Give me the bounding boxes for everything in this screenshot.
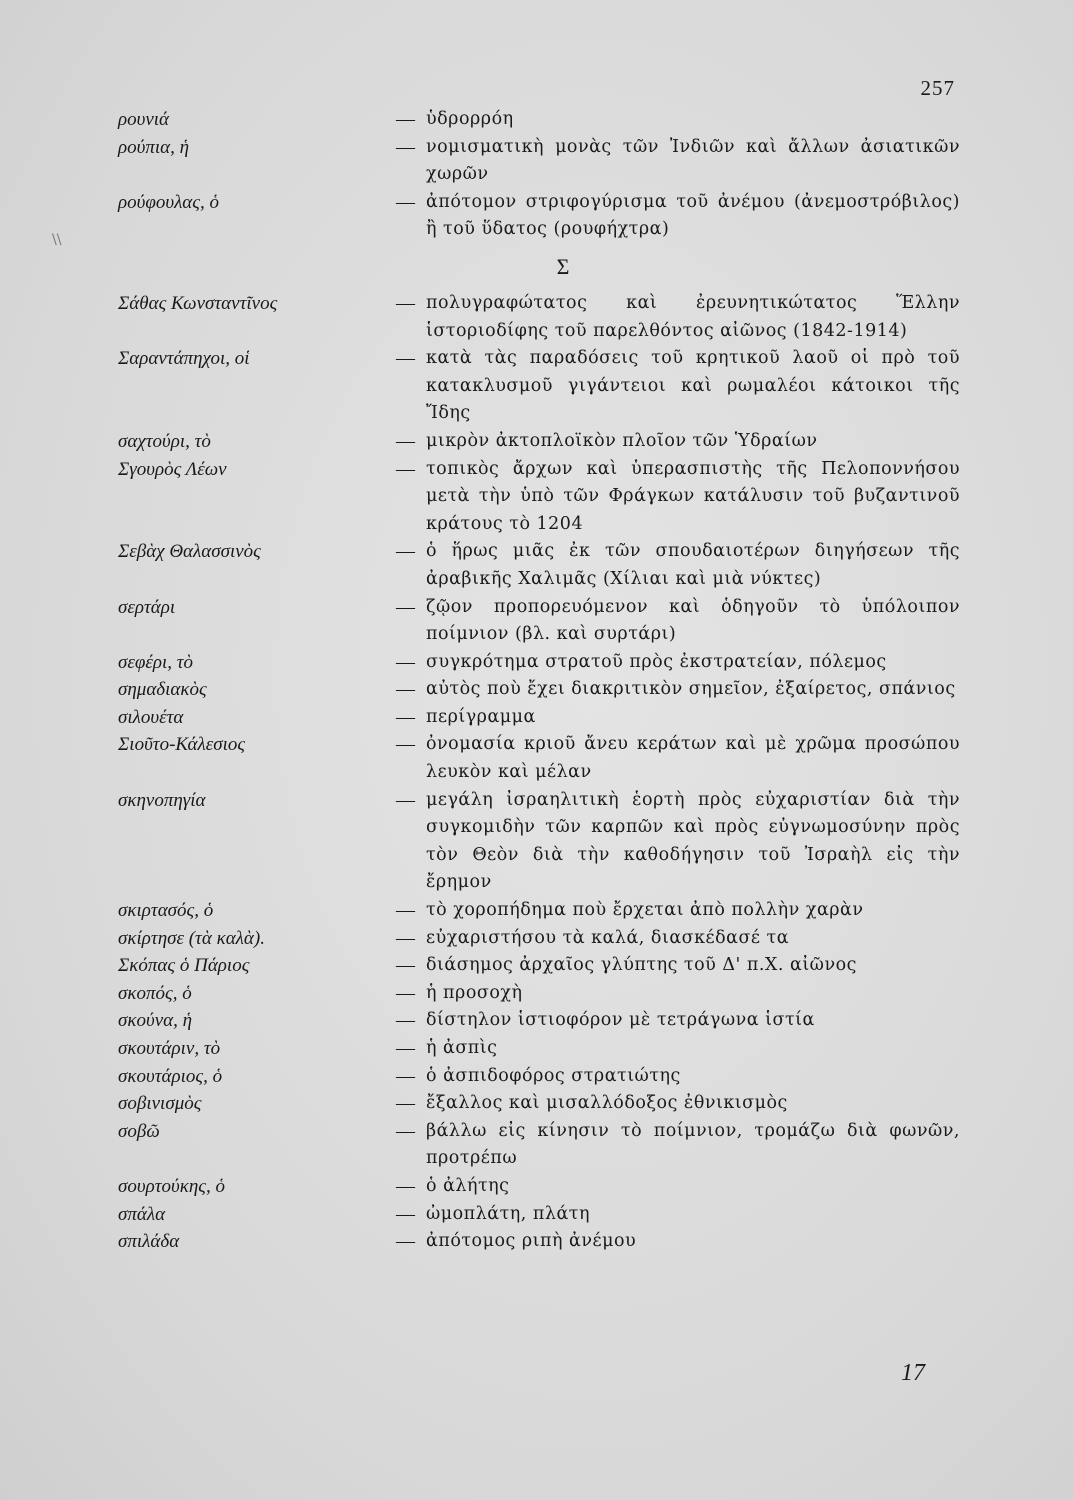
entry-term: σαχτούρι, τὸ [118, 430, 211, 452]
entry-term: σκοπός, ὁ [118, 982, 192, 1004]
entry-dash: — [396, 706, 415, 728]
glossary-entry [118, 1228, 968, 1256]
glossary-entry [118, 538, 968, 593]
glossary-entry [118, 106, 968, 134]
glossary-entry [118, 456, 968, 539]
entry-term: ρούφουλας, ὁ [118, 191, 219, 213]
glossary-entry [118, 1173, 968, 1201]
entry-definition: ἔξαλλος καὶ μισαλλόδοξος ἐθνικισμὸς [426, 1093, 788, 1114]
page-number: 257 [920, 76, 955, 100]
glossary-entry [118, 1007, 968, 1035]
entry-dash: — [396, 191, 415, 213]
entry-term: σεφέρι, τὸ [118, 651, 194, 673]
entry-dash: — [396, 1093, 415, 1115]
entry-term: σκούνα, ἡ [118, 1010, 193, 1032]
entry-term: σοβινισμὸς [118, 1093, 202, 1115]
entry-dash: — [396, 982, 415, 1004]
glossary-entry [118, 1035, 968, 1063]
entry-definition: αὐτὸς ποὺ ἔχει διακριτικὸν σημεῖον, ἐξαίρετος, σπάνιος [426, 679, 956, 700]
signature-mark: 17 [901, 1360, 925, 1386]
entry-dash: — [396, 927, 415, 949]
entry-term: ρούπια, ἡ [118, 136, 190, 158]
entry-definition: περίγραμμα [426, 706, 536, 727]
entry-dash: — [396, 1065, 415, 1087]
entry-term: ρουνιά [118, 109, 170, 130]
entry-definition: ἡ ἀσπὶς [426, 1038, 498, 1058]
glossary-list [118, 106, 968, 1256]
glossary-entry [118, 594, 968, 649]
entry-dash: — [396, 1203, 415, 1225]
glossary-entry [118, 952, 968, 980]
entry-definition: μικρὸν ἀκτοπλοϊκὸν πλοῖον τῶν Ὑδραίων [426, 430, 818, 451]
entry-definition: ὑδρορρόη [426, 109, 514, 129]
entry-dash: — [396, 292, 415, 314]
glossary-entry [118, 897, 968, 925]
entry-dash: — [396, 1038, 415, 1059]
glossary-entry [118, 1201, 968, 1229]
entry-dash: — [396, 1175, 415, 1197]
entry-definition: τὸ χοροπήδημα ποὺ ἔρχεται ἀπὸ πολλὴν χαρὰν [426, 900, 864, 921]
entry-term: σκουτάριν, τὸ [118, 1038, 221, 1059]
entry-term: Σεβὰχ Θαλασσινὸς [118, 541, 261, 563]
entry-term: σκιρτασός, ὁ [118, 900, 214, 922]
entry-term: σκουτάριος, ὁ [118, 1065, 223, 1087]
entry-definition: βάλλω εἰς κίνησιν τὸ ποίμνιον, τρομάζω διὰ φωνῶν, προτρέπω [426, 1120, 960, 1169]
entry-definition: ὁ ἥρως μιᾶς ἐκ τῶν σπουδαιοτέρων διηγήσεων τῆς ἀραβικῆς Χαλιμᾶς (Χίλιαι καὶ μιὰ νύκτες) [426, 541, 960, 589]
glossary-entry [118, 1118, 968, 1173]
entry-definition: ὀνομασία κριοῦ ἄνευ κεράτων καὶ μὲ χρῶμα προσώπου λευκὸν καὶ μέλαν [426, 734, 960, 783]
entry-definition: τοπικὸς ἄρχων καὶ ὑπερασπιστὴς τῆς Πελοποννήσου μετὰ τὴν ὑπὸ τῶν Φράγκων κατάλυσιν τοῦ βυζαντινοῦ κράτους τὸ 1204 [426, 458, 960, 534]
entry-dash: — [396, 955, 415, 977]
entry-term: σημαδιακὸς [118, 679, 207, 701]
glossary-entry [118, 345, 968, 428]
glossary-entry [118, 731, 968, 786]
entry-definition: εὐχαριστήσου τὰ καλά, διασκέδασέ τα [426, 927, 790, 948]
entry-term: σπιλάδα [118, 1231, 180, 1253]
glossary-entry [118, 428, 968, 456]
entry-dash: — [396, 1231, 415, 1253]
entry-definition: ἀπότομος ριπὴ ἀνέμου [426, 1231, 637, 1252]
entry-dash: — [396, 430, 415, 452]
entry-dash: — [396, 789, 415, 811]
margin-mark: \\ [52, 232, 62, 248]
entry-term: σπάλα [118, 1203, 166, 1225]
entry-dash: — [396, 734, 415, 756]
entry-dash: — [396, 458, 415, 480]
entry-dash: — [396, 679, 415, 701]
entry-definition: ἀπότομον στριφογύρισμα τοῦ ἀνέμου (ἀνεμοστρόβιλος) ἢ τοῦ ὕδατος (ρουφήχτρα) [426, 191, 960, 240]
entry-dash: — [396, 136, 415, 158]
entry-term: σερτάρι [118, 596, 176, 618]
section-letter-heading: Σ [556, 253, 570, 279]
entry-dash: — [396, 1010, 415, 1032]
glossary-entry [118, 649, 968, 677]
glossary-entry [118, 704, 968, 732]
glossary-entry [118, 1063, 968, 1091]
entry-dash: — [396, 1120, 415, 1142]
entry-definition: ζῷον προπορευόμενον καὶ ὁδηγοῦν τὸ ὑπόλοιπον ποίμνιον (βλ. καὶ συρτάρι) [426, 596, 960, 645]
entry-term: Σάθας Κωνσταντῖνος [118, 292, 278, 314]
glossary-entry [118, 980, 968, 1008]
entry-definition: νομισματικὴ μονὰς τῶν Ἰνδιῶν καὶ ἄλλων ἀσιατικῶν χωρῶν [426, 136, 960, 185]
entry-definition: μεγάλη ἰσραηλιτικὴ ἑορτὴ πρὸς εὐχαριστίαν διὰ τὴν συγκομιδὴν τῶν καρπῶν καὶ πρὸς εὐγνωμοσύνην πρὸς τὸν Θεὸν διὰ τὴν καθοδήγησιν τοῦ Ἰσραὴλ εἰς τὴν ἔρημον [426, 789, 960, 893]
glossary-entry [118, 1090, 968, 1118]
glossary-entry [118, 134, 968, 189]
entry-dash: — [396, 109, 415, 130]
entry-dash: — [396, 651, 415, 673]
entry-term: Σιοῦτο-Κάλεσιος [118, 734, 246, 756]
entry-definition: διάσημος ἀρχαῖος γλύπτης τοῦ Δ' π.Χ. αἰῶνος [426, 955, 857, 976]
glossary-entry [118, 925, 968, 953]
entry-definition: κατὰ τὰς παραδόσεις τοῦ κρητικοῦ λαοῦ οἱ πρὸ τοῦ κατακλυσμοῦ γιγάντειοι καὶ ρωμαλέοι κάτοικοι τῆς Ἴδης [426, 348, 960, 424]
entry-dash: — [396, 348, 415, 370]
entry-definition: πολυγραφώτατος καὶ ἐρευνητικώτατος Ἕλλην ἱστοριοδίφης τοῦ παρελθόντος αἰῶνος (1842-1914) [426, 292, 960, 341]
entry-term: Σκόπας ὁ Πάριος [118, 955, 250, 977]
entry-term: Σγουρὸς Λέων [118, 458, 227, 480]
entry-definition: ὠμοπλάτη, πλάτη [426, 1203, 590, 1224]
entry-definition: ἡ προσοχὴ [426, 982, 523, 1003]
entry-dash: — [396, 541, 415, 563]
glossary-entry [118, 787, 968, 897]
entry-definition: ὁ ἀσπιδοφόρος στρατιώτης [426, 1065, 681, 1086]
entry-dash: — [396, 596, 415, 618]
entry-definition: ὁ ἀλήτης [426, 1175, 510, 1196]
entry-term: σιλουέτα [118, 706, 184, 728]
entry-definition: συγκρότημα στρατοῦ πρὸς ἐκστρατείαν, πόλεμος [426, 651, 887, 672]
entry-term: Σαραντάπηχοι, οἱ [118, 348, 250, 370]
entry-term: σκηνοπηγία [118, 789, 206, 811]
entry-term: σουρτούκης, ὁ [118, 1175, 225, 1197]
entry-term: σκίρτησε (τὰ καλὰ). [118, 927, 265, 949]
entry-term: σοβῶ [118, 1120, 160, 1142]
glossary-entry [118, 676, 968, 704]
entry-dash: — [396, 900, 415, 922]
glossary-entry [118, 189, 968, 244]
glossary-entry [118, 290, 968, 345]
entry-definition: δίστηλον ἱστιοφόρον μὲ τετράγωνα ἱστία [426, 1010, 815, 1031]
